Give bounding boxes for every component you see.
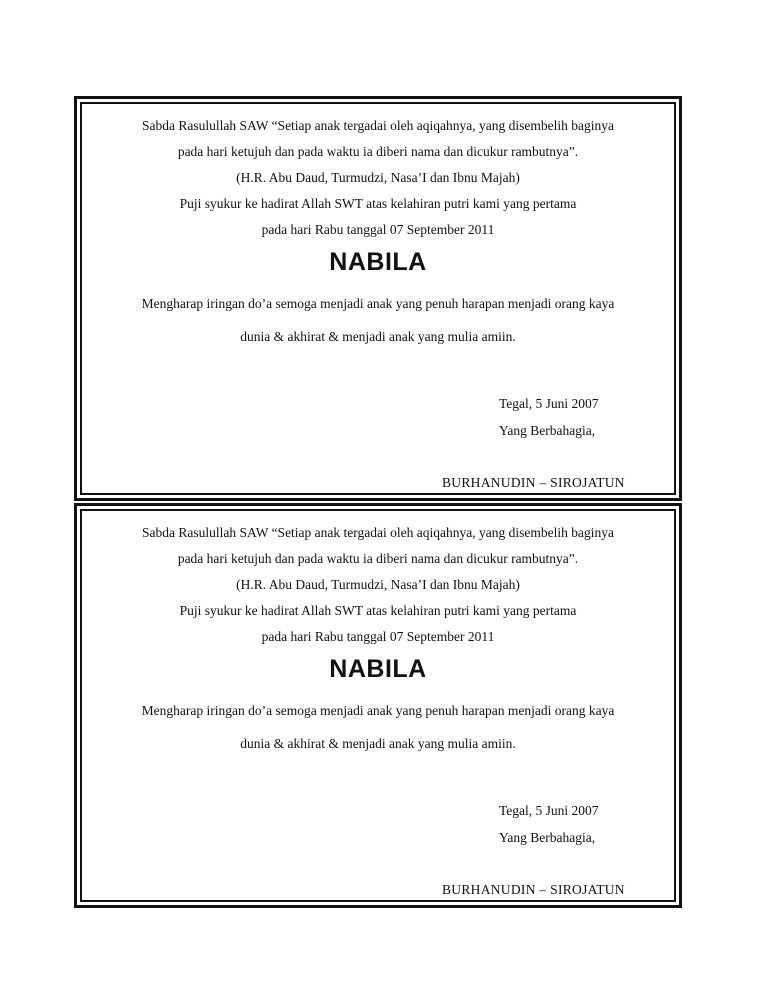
prayer-line-2: dunia & akhirat & menjadi anak yang mulia amiin. — [240, 736, 516, 751]
prayer-line-1: Mengharap iringan do’a semoga menjadi anak yang penuh harapan menjadi orang kaya — [141, 296, 615, 311]
card-inner-border — [80, 509, 676, 902]
place-date: Tegal, 5 Juni 2007 — [499, 396, 599, 411]
birth-date-line: pada hari Rabu tanggal 07 September 2011 — [261, 222, 495, 237]
greeting: Yang Berbahagia, — [499, 423, 596, 438]
card-inner-border — [80, 102, 676, 495]
parents-names: BURHANUDIN – SIROJATUN — [442, 475, 625, 490]
greeting: Yang Berbahagia, — [499, 830, 596, 845]
prayer-line-2: dunia & akhirat & menjadi anak yang mulia amiin. — [240, 329, 516, 344]
aqiqah-card-2 — [74, 503, 682, 908]
parents-names: BURHANUDIN – SIROJATUN — [442, 882, 625, 897]
gratitude-line: Puji syukur ke hadirat Allah SWT atas kelahiran putri kami yang pertama — [179, 196, 577, 211]
gratitude-line: Puji syukur ke hadirat Allah SWT atas kelahiran putri kami yang pertama — [179, 603, 577, 618]
prayer-line-1: Mengharap iringan do’a semoga menjadi anak yang penuh harapan menjadi orang kaya — [141, 703, 615, 718]
aqiqah-card-1 — [74, 96, 682, 501]
hadith-line-2: pada hari ketujuh dan pada waktu ia diberi nama dan dicukur rambutnya”. — [177, 144, 579, 159]
birth-date-line: pada hari Rabu tanggal 07 September 2011 — [261, 629, 495, 644]
hadith-line-2: pada hari ketujuh dan pada waktu ia diberi nama dan dicukur rambutnya”. — [177, 551, 579, 566]
baby-name: NABILA — [329, 655, 427, 683]
place-date: Tegal, 5 Juni 2007 — [499, 803, 599, 818]
hadith-line-1: Sabda Rasulullah SAW “Setiap anak tergadai oleh aqiqahnya, yang disembelih baginya — [142, 525, 614, 540]
hadith-source: (H.R. Abu Daud, Turmudzi, Nasa’I dan Ibnu Majah) — [236, 577, 520, 592]
hadith-source: (H.R. Abu Daud, Turmudzi, Nasa’I dan Ibnu Majah) — [236, 170, 520, 185]
hadith-line-1: Sabda Rasulullah SAW “Setiap anak tergadai oleh aqiqahnya, yang disembelih baginya — [142, 118, 614, 133]
baby-name: NABILA — [329, 248, 427, 276]
